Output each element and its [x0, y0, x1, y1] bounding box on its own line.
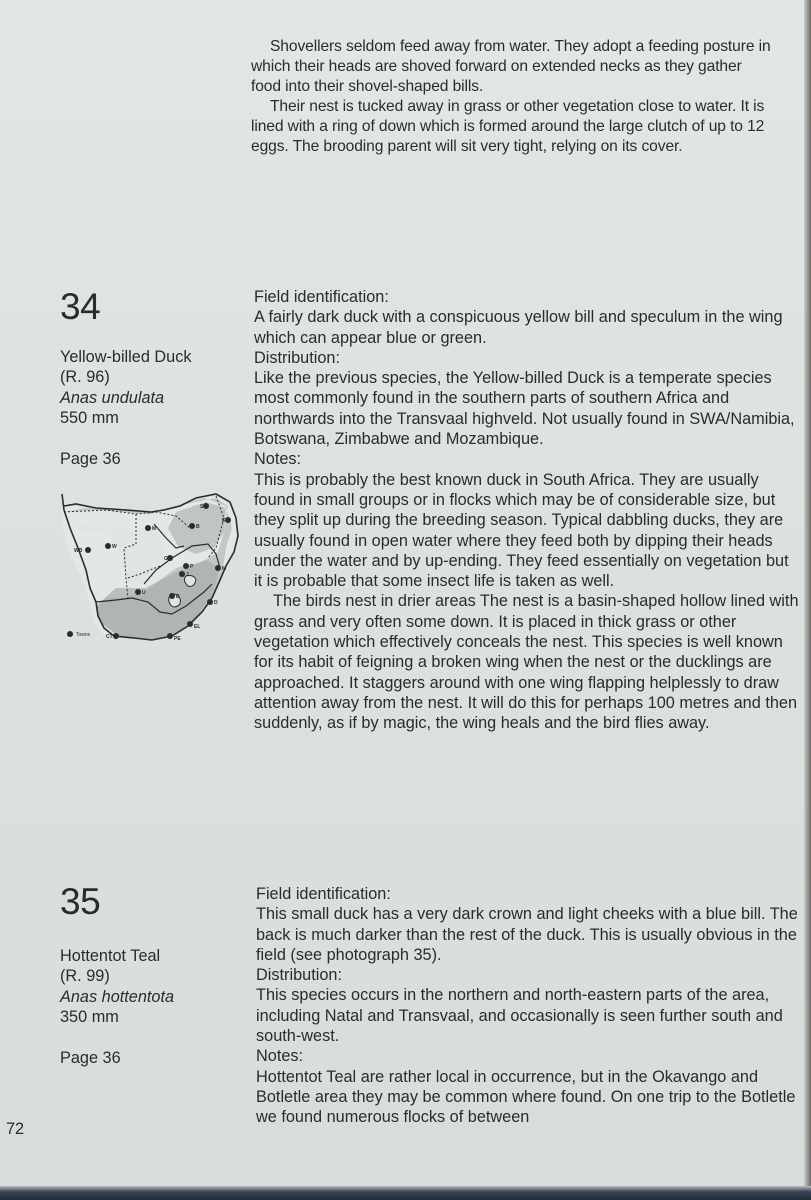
distribution-heading: Distribution: — [254, 348, 340, 367]
distribution-heading: Distribution: — [256, 966, 342, 985]
field-id-text: A fairly dark duck with a conspicuous yellow bill and speculum in the wing which can appear blue or green. — [254, 308, 783, 347]
map-legend-label: Towns — [76, 632, 91, 638]
scientific-name: Anas undulata — [60, 388, 165, 407]
svg-text:M: M — [152, 526, 157, 532]
notes-paragraph: Hottentot Teal are rather local in occurrence, but in the Okavango and Botletle area they may be common where found. On one trip to the Botletle we found numerous flocks of between — [256, 1067, 796, 1127]
svg-text:PE: PE — [174, 636, 181, 642]
svg-text:CT: CT — [106, 634, 113, 640]
page-edge — [804, 0, 811, 1200]
svg-text:WB: WB — [74, 548, 83, 554]
page-ref: Page 36 — [60, 1049, 121, 1068]
species-sidebar — [60, 347, 240, 469]
svg-text:W: W — [112, 544, 117, 550]
svg-text:B: B — [176, 594, 180, 600]
roberts-ref: (R. 99) — [60, 967, 110, 986]
scientific-name: Anas hottentota — [60, 987, 175, 1006]
species-sidebar — [60, 946, 240, 1068]
intro-text — [251, 37, 771, 157]
svg-text:J: J — [186, 572, 189, 578]
svg-text:U: U — [142, 590, 146, 596]
distribution-text: This species occurs in the northern and north-eastern parts of the area, including Natal and Transvaal, and occasionally is seen further south and south-west. — [256, 986, 783, 1046]
field-id-heading: Field identification: — [256, 885, 391, 903]
svg-text:G: G — [164, 556, 168, 562]
species-description — [256, 884, 801, 1128]
notes-heading: Notes: — [256, 1047, 304, 1066]
roberts-ref: (R. 96) — [60, 368, 110, 387]
notes-paragraph: This is probably the best known duck in South Africa. They are usually found in small groups or in flocks which may be of considerable size, but they split up during the breeding season. Typical dabbling ducks, they are usually found in open water where they feed both by dipping their heads under the water and by up-ending. They feed essentially on vegetation but it is probable that some insect life is taken as well. — [254, 470, 789, 591]
page-bottom-edge — [0, 1186, 811, 1200]
notes-paragraph: The birds nest in drier areas The nest is a basin-shaped hollow lined with grass and very often some down. It is placed in thick grass or other vegetation which effectively conceals the nest. This species is well known for its habit of feigning a broken wing when the nest or the ducklings are approached. It staggers around with one wing flapping helplessly to draw attention away from the nest. It will do this for perhaps 100 metres and then suddenly, as if by magic, the wing heals and the bird flies away. — [254, 592, 799, 733]
svg-text:B: B — [196, 524, 200, 530]
common-name: Hottentot Teal — [60, 947, 161, 965]
svg-text:S: S — [200, 504, 204, 510]
distribution-text: Like the previous species, the Yellow-billed Duck is a temperate species most commonly found in the southern parts of southern Africa and northwards into the Transvaal highveld. Not usually found in SWA/Namibia, Botswana, Zimbabwe and Mozambique. — [254, 369, 795, 449]
species-number: 35 — [60, 881, 101, 922]
field-id-heading: Field identification: — [254, 288, 389, 306]
svg-text:M: M — [222, 566, 227, 572]
page-ref: Page 36 — [60, 450, 121, 469]
intro-paragraph: Their nest is tucked away in grass or other vegetation close to water. It is lined with a ring of down which is formed around the large clutch of up to 12 eggs. The brooding parent will sit very tight, relying on its cover. — [251, 98, 765, 155]
svg-text:D: D — [214, 600, 218, 606]
notes-heading: Notes: — [254, 450, 302, 469]
intro-paragraph: Shovellers seldom feed away from water. They adopt a feeding posture in which their heads are shoved forward on extended necks as they gather food into their shovel-shaped bills. — [251, 38, 771, 95]
size: 550 mm — [60, 408, 119, 427]
svg-text:EL: EL — [194, 624, 201, 630]
svg-text:P: P — [190, 564, 194, 570]
svg-text:E: E — [222, 518, 226, 524]
page-number: 72 — [6, 1120, 25, 1138]
common-name: Yellow-billed Duck — [60, 348, 192, 366]
species-number: 34 — [60, 286, 101, 327]
species-description — [254, 287, 799, 734]
size: 350 mm — [60, 1007, 119, 1026]
distribution-map — [56, 488, 242, 646]
field-id-text: This small duck has a very dark crown and light cheeks with a blue bill. The back is much darker than the rest of the duck. This is usually obvious in the field (see photograph 35). — [256, 905, 798, 964]
